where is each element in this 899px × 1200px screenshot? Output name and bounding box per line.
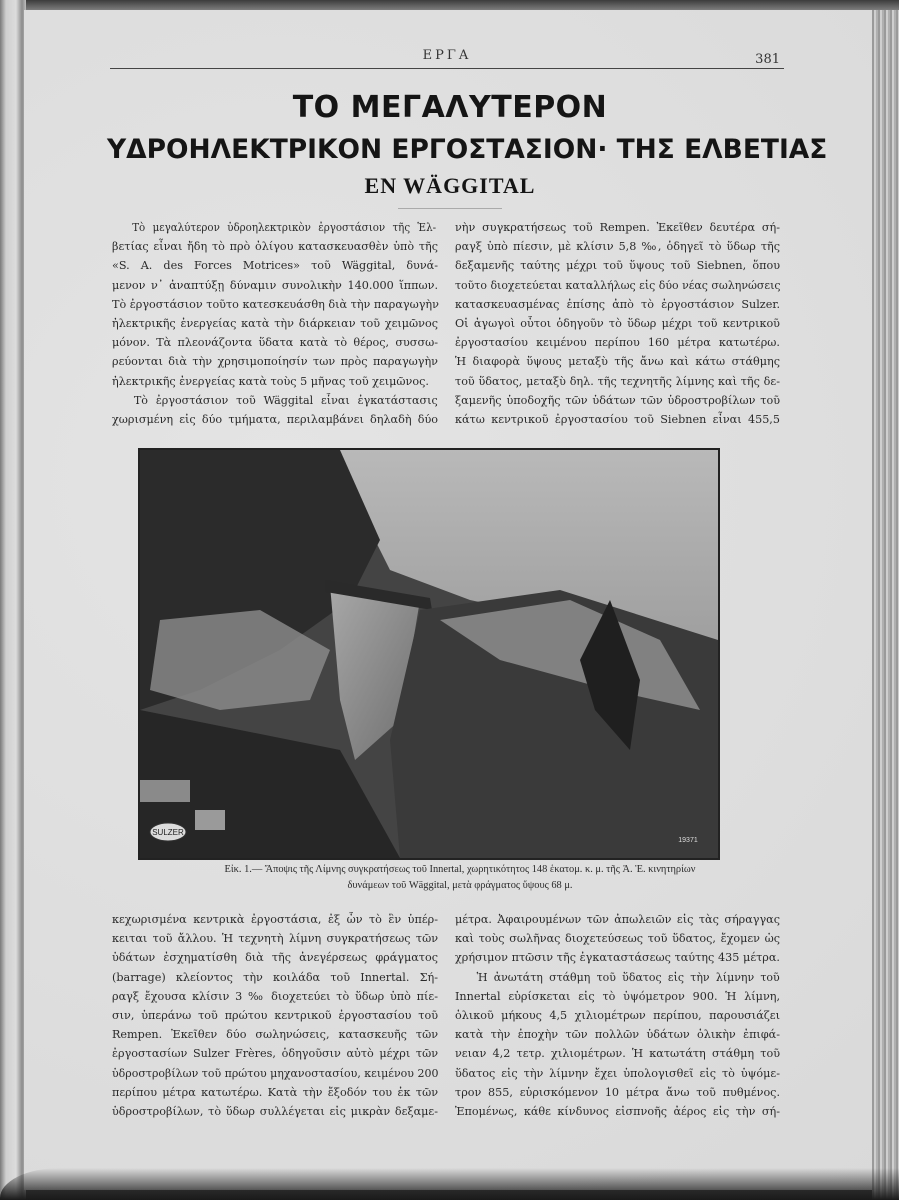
caption-line-1: Εἰκ. 1.— Ἄποψις τῆς Λίμνης συγκρατήσεως τοῦ Innertal, χωρητικότητος 148 ἑκατομ. κ. μ. τῆς Ἀ. Ἑ. κινητηρίων — [224, 864, 696, 875]
text-line: μενον ν᾽ ἀναπτύξῃ δύναμιν συνολικὴν 140.000 ἵππων. — [112, 278, 438, 292]
text-line: μόνον. Τὰ πλεονάζοντα ὕδατα κατὰ τὸ θέρος, συσσω- — [112, 336, 438, 350]
text-line: ὕδατος εἰς τὴν λίμνην ἔχει ὑπολογισθεῖ εἰς τὸ ὑψόμε- — [455, 1066, 780, 1080]
text-line: ρεύονται διὰ τὴν χρησιμοποίησίν των πρὸς παραγωγὴν — [112, 355, 438, 369]
sulzer-label: SULZER — [152, 828, 184, 837]
text-line: Τὸ μεγαλύτερον ὑδροηλεκτρικὸν ἐργοστάσιον τῆς Ἑλ- — [132, 221, 437, 234]
power-station-building — [140, 780, 190, 802]
text-line: ραγξ ἔχουσα κλίσιν 3 ‰ διοχετεύει τὸ ὕδωρ ὑπὸ πίε- — [112, 989, 438, 1003]
figure-caption — [130, 862, 790, 894]
page-stack-edge — [872, 10, 899, 1200]
text-line: Ἡ ἀνωτάτη στάθμη τοῦ ὕδατος εἰς τὴν λίμνην τοῦ — [476, 970, 780, 984]
column-bottom-left — [112, 910, 438, 1121]
text-line: Τὸ ἐργοστάσιον τοῦτο κατεσκευάσθη διὰ τὴν παραγωγὴν — [112, 297, 439, 311]
text-line: ραγξ ὑπὸ πίεσιν, μὲ κλίσιν 5,8 ‰, ὁδηγεῖ τὸ ὕδωρ τῆς — [455, 240, 780, 254]
shed-building — [195, 810, 225, 830]
article-title — [100, 88, 828, 200]
text-line: τοῦ ὕδατος, μεταξὺ δηλ. τῆς τεχνητῆς λίμνης καὶ τῆς δε- — [455, 374, 780, 388]
journal-name: ΕΡΓΑ — [422, 48, 472, 63]
caption-line-2: δυνάμεων τοῦ Wäggital, μετὰ φράγματος ὕψους 68 μ. — [347, 880, 573, 891]
scan-bottom-shadow — [0, 1168, 899, 1200]
column-top-right — [455, 218, 780, 429]
plate-number: 19371 — [678, 837, 698, 844]
text-line: Ἡ διαφορὰ ὕψους μεταξὺ τῆς ἄνω καὶ κάτω στάθμης — [455, 355, 780, 369]
page-number: 381 — [755, 52, 780, 67]
figure-photograph — [138, 448, 720, 860]
dam-photo-illustration — [140, 450, 718, 858]
text-line: ὑδροστροβίλων τοῦ πρώτου μηχανοστασίου, κειμένου 200 — [112, 1066, 439, 1080]
text-line: «S. A. des Forces Motrices» τοῦ Wäggital, δυνά- — [112, 259, 438, 273]
text-line: κατὰ τὴν ἐποχὴν τῶν πολλῶν ὑδάτων ὁλικὴν ἐπιφά- — [455, 1028, 780, 1042]
text-line: Innertal εὑρίσκεται εἰς τὸ ὑψόμετρον 900. Ἡ λίμνη, — [455, 989, 780, 1003]
title-line-2: ΥΔΡΟΗΛΕΚΤΡΙΚΟΝ ΕΡΓΟΣΤΑΣΙΟΝ· ΤΗΣ ΕΛΒΕΤΙΑΣ — [107, 134, 828, 165]
text-line: ὁλικοῦ μήκους 4,5 χιλιομέτρων περίπου, παρουσιάζει — [455, 1009, 780, 1023]
text-line: τοῦτο διοχετεύεται καταλλήλως εἰς δύο νέας σωληνώσεις — [455, 278, 781, 292]
title-divider — [398, 208, 502, 209]
text-line: Οἱ ἀγωγοὶ οὗτοι ὁδηγοῦν τὸ ὕδωρ μέχρι τοῦ κεντρικοῦ — [455, 317, 780, 331]
column-top-left — [112, 218, 438, 429]
text-line: ἐργοστασίου κειμένου περίπου 160 μέτρα κατωτέρω. — [455, 336, 780, 350]
text-line: ξαμενῆς ὑποδοχῆς τῶν ὑδάτων τῶν ὑδροστροβίλων τοῦ — [455, 393, 780, 407]
text-line: Ἐπομένως, κάθε κίνδυνος εἰσπνοῆς ἀέρος εἰς τὴν σή- — [455, 1105, 780, 1119]
text-line: σιν, ὑπεράνω τοῦ πρώτου κεντρικοῦ ἐργοστασίου τοῦ — [112, 1009, 438, 1023]
text-line: περίπου μέτρα κατωτέρω. Κατὰ τὴν ἔξοδόν του ἐκ τῶν — [112, 1085, 438, 1099]
running-header — [110, 48, 784, 69]
text-line: καὶ τοὺς σωλῆνας διοχετεύσεως τοῦ ὕδατος, ἔχομεν ὡς — [455, 932, 780, 946]
text-line: ἠλεκτρικῆς ἐνεργείας κατὰ τὴν διάρκειαν τοῦ χειμῶνος — [112, 317, 438, 331]
text-line: βετίας εἶναι ἤδη τὸ πρὸ ὀλίγου κατασκευασθὲν ὑπὸ τῆς — [112, 240, 438, 254]
text-line: (barrage) κλείοντος τὴν κοιλάδα τοῦ Innertal. Σή- — [112, 970, 438, 984]
text-line: τρον 855, εὑρισκόμενον 10 μέτρα ἄνω τοῦ πυθμένος. — [455, 1085, 780, 1099]
text-line: χρήσιμον πτῶσιν τῆς ἐγκαταστάσεως ταύτης 435 μέτρα. — [455, 951, 780, 965]
text-line: Τὸ ἐργοστάσιον τοῦ Wäggital εἶναι ἐγκατάστασις — [133, 393, 438, 407]
text-line: κεχωρισμένα κεντρικὰ ἐργοστάσια, ἐξ ὧν τὸ ἓν ὑπέρ- — [112, 913, 438, 926]
text-line: νὴν συγκρατήσεως τοῦ Rempen. Ἐκεῖθεν δευτέρα σή- — [455, 221, 780, 234]
text-line: χωρισμένη εἰς δύο τμήματα, περιλαμβάνει δηλαδὴ δύο — [112, 413, 438, 427]
text-line: μέτρα. Ἀφαιρουμένων τῶν ἀπωλειῶν εἰς τὰς σήραγγας — [455, 913, 780, 926]
text-line: ἐργοστασίων Sulzer Frères, ὁδηγοῦσιν αὐτὸ μέχρι τῶν — [112, 1047, 438, 1061]
text-line: κειται τοῦ ἄλλου. Ἡ τεχνητὴ λίμνη συγκρατήσεως τῶν — [112, 932, 438, 946]
text-line: ὑδάτων ἐσχηματίσθη διὰ τῆς ἀνεγέρσεως φράγματος — [112, 951, 438, 965]
text-line: νειαν 4,2 τετρ. χιλιομέτρων. Ἡ κατωτάτη στάθμη τοῦ — [455, 1047, 780, 1061]
text-line: κατασκευασμένας ἐπίσης ἀπὸ τὸ ἐργοστάσιον Sulzer. — [455, 297, 780, 311]
column-bottom-right — [455, 910, 780, 1121]
text-line: κάτω κεντρικοῦ ἐργοστασίου τοῦ Siebnen εἶναι 455,5 — [455, 413, 780, 427]
title-line-1: ΤΟ ΜΕΓΑΛΥΤΕΡΟΝ — [292, 90, 608, 125]
text-line: ἠλεκτρικῆς ἐνεργείας κατὰ τοὺς 5 μῆνας τοῦ χειμῶνος. — [112, 374, 429, 388]
text-line: δεξαμενῆς ταύτης μέχρι τοῦ ὕψους τοῦ Siebnen, ὅπου — [455, 259, 780, 273]
book-spine-left — [0, 0, 26, 1200]
text-line: Rempen. Ἐκεῖθεν δύο σωληνώσεις, κατασκευῆς τῶν — [112, 1028, 438, 1042]
text-line: ὑδροστροβίλων, τὸ ὕδωρ συλλέγεται εἰς μικρὰν δεξαμε- — [112, 1105, 438, 1119]
title-line-3: EN WÄGGITAL — [364, 173, 536, 198]
